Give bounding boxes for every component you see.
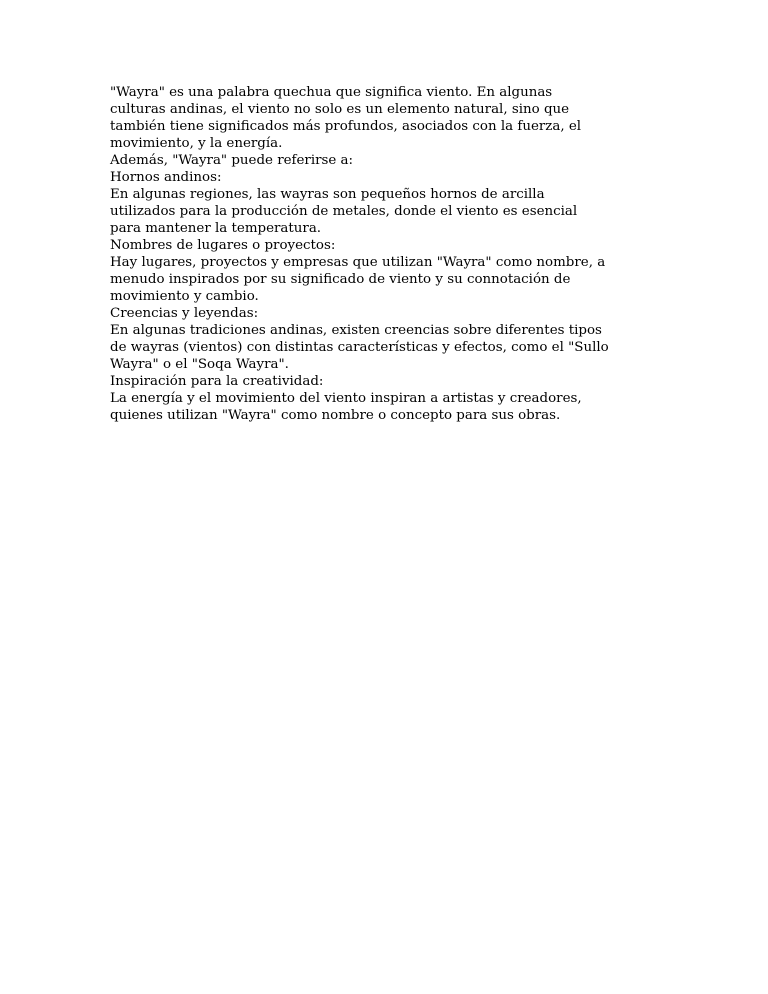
document-body: [110, 84, 670, 424]
paragraph-line: La energía y el movimiento del viento inspiran a artistas y creadores,: [110, 391, 582, 406]
section-heading: Inspiración para la creatividad:: [110, 374, 324, 389]
paragraph-line: de wayras (vientos) con distintas características y efectos, como el "Sullo: [110, 340, 609, 355]
paragraph-line: Wayra" o el "Soqa Wayra".: [110, 357, 289, 372]
section-heading: Creencias y leyendas:: [110, 306, 259, 321]
paragraph-line: para mantener la temperatura.: [110, 221, 322, 236]
paragraph-line: En algunas regiones, las wayras son pequeños hornos de arcilla: [110, 187, 545, 202]
paragraph-line: quienes utilizan "Wayra" como nombre o concepto para sus obras.: [110, 408, 561, 423]
paragraph-line: también tiene significados más profundos, asociados con la fuerza, el: [110, 119, 582, 134]
intro-line: Además, "Wayra" puede referirse a:: [110, 153, 354, 168]
paragraph-line: movimiento y cambio.: [110, 289, 259, 304]
paragraph-line: movimiento, y la energía.: [110, 136, 283, 151]
paragraph-line: culturas andinas, el viento no solo es un elemento natural, sino que: [110, 102, 570, 117]
paragraph-line: En algunas tradiciones andinas, existen creencias sobre diferentes tipos: [110, 323, 602, 338]
paragraph-line: menudo inspirados por su significado de viento y su connotación de: [110, 272, 571, 287]
section-heading: Nombres de lugares o proyectos:: [110, 238, 336, 253]
paragraph-line: "Wayra" es una palabra quechua que significa viento. En algunas: [110, 85, 553, 100]
section-heading: Hornos andinos:: [110, 170, 222, 185]
paragraph-line: utilizados para la producción de metales, donde el viento es esencial: [110, 204, 578, 219]
paragraph-line: Hay lugares, proyectos y empresas que utilizan "Wayra" como nombre, a: [110, 255, 606, 270]
